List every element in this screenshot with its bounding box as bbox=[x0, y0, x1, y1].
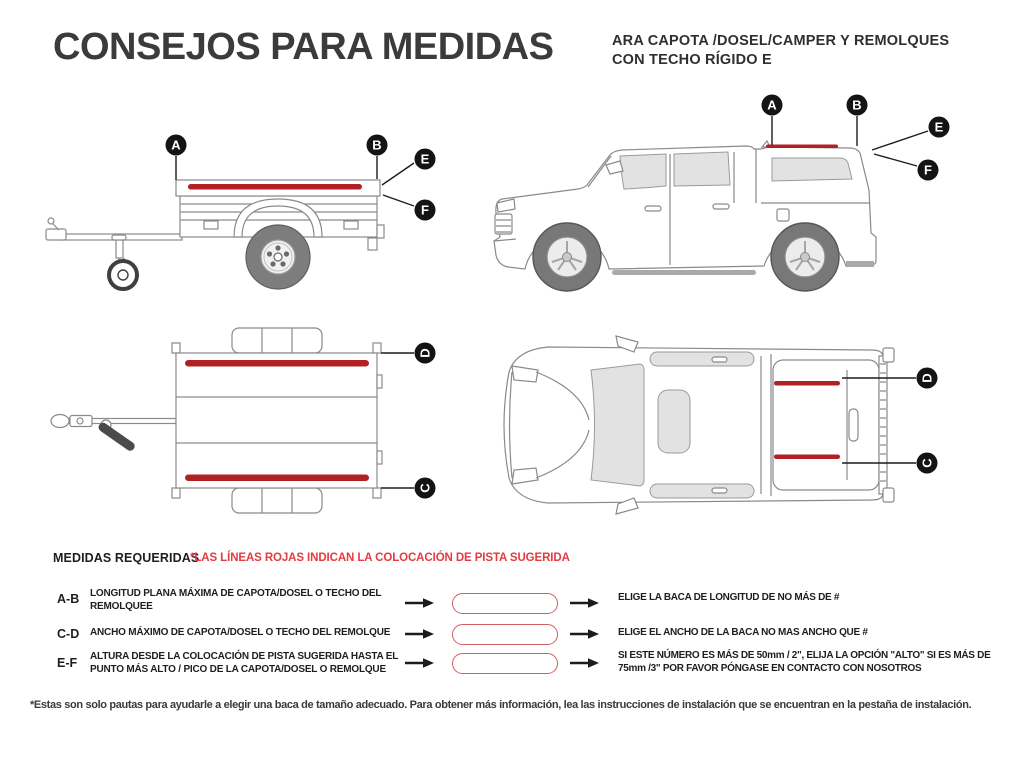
suggested-track-line bbox=[774, 455, 840, 460]
svg-text:D: D bbox=[919, 373, 935, 383]
suggested-track-line bbox=[185, 360, 369, 367]
marker-f bbox=[415, 200, 436, 221]
page-title: CONSEJOS PARA MEDIDAS bbox=[53, 26, 554, 68]
marker-d bbox=[415, 343, 436, 364]
suggested-track-line bbox=[774, 381, 840, 386]
truck-top-artwork bbox=[504, 336, 894, 514]
measure-value-box-ef bbox=[452, 653, 558, 674]
measure-desc-cd: ANCHO MÁXIMO DE CAPOTA/DOSEL O TECHO DEL REMOLQUE bbox=[90, 627, 391, 638]
trailer-side-view-diagram bbox=[20, 95, 450, 320]
trailer-top-view-diagram bbox=[40, 322, 460, 522]
measure-result-ef: SI ESTE NÚMERO ES MÁS DE 50mm / 2", ELIJA LA OPCIÓN "ALTO" SI ES MÁS DE 75mm /3" POR FAVOR PÓNGASE EN CONTACTO CON NOSOTROS bbox=[618, 650, 991, 674]
trailer-artwork bbox=[46, 180, 384, 289]
trailer-top-markers bbox=[381, 343, 436, 499]
marker-e bbox=[415, 149, 436, 170]
measure-value-box-ab bbox=[452, 593, 558, 614]
svg-text:D: D bbox=[417, 348, 433, 358]
svg-text:E: E bbox=[934, 119, 944, 135]
svg-text:A: A bbox=[767, 97, 777, 113]
suggested-track-line bbox=[766, 145, 838, 149]
truck-side-view-diagram bbox=[480, 85, 960, 320]
svg-text:F: F bbox=[924, 162, 932, 178]
marker-c bbox=[415, 478, 436, 499]
front-wheel bbox=[533, 223, 601, 291]
marker-f bbox=[918, 160, 939, 181]
rear-wheel bbox=[771, 223, 839, 291]
measures-section-title: MEDIDAS REQUERIDAS bbox=[53, 551, 200, 565]
svg-text:A: A bbox=[171, 137, 181, 153]
svg-text:F: F bbox=[421, 202, 429, 218]
measure-result-cd: ELIGE EL ANCHO DE LA BACA NO MAS ANCHO QUE # bbox=[618, 627, 868, 638]
page-subtitle bbox=[612, 32, 949, 70]
marker-a bbox=[166, 135, 187, 156]
measure-value-box-cd bbox=[452, 624, 558, 645]
marker-a bbox=[762, 95, 783, 116]
measure-desc-ab: LONGITUD PLANA MÁXIMA DE CAPOTA/DOSEL O TECHO DEL REMOLQUEE bbox=[90, 588, 382, 612]
marker-c bbox=[917, 453, 938, 474]
arrow-right-icon bbox=[570, 657, 600, 669]
subtitle-line-2: CON TECHO RÍGIDO E bbox=[612, 52, 772, 68]
truck-artwork bbox=[494, 141, 876, 291]
measure-key-ef: E-F bbox=[57, 656, 78, 670]
suggested-track-line bbox=[185, 475, 369, 482]
arrow-right-icon bbox=[570, 628, 600, 640]
svg-text:C: C bbox=[417, 483, 433, 493]
trailer-top-artwork bbox=[51, 328, 382, 513]
measure-key-ab: A-B bbox=[57, 592, 80, 606]
svg-text:C: C bbox=[919, 458, 935, 468]
svg-text:E: E bbox=[420, 151, 430, 167]
arrow-right-icon bbox=[570, 597, 600, 609]
suggested-track-line bbox=[188, 184, 362, 190]
marker-d bbox=[917, 368, 938, 389]
measure-result-ab: ELIGE LA BACA DE LONGITUD DE NO MÁS DE # bbox=[618, 592, 840, 603]
arrow-right-icon bbox=[405, 628, 435, 640]
footer-disclaimer: *Estas son solo pautas para ayudarle a elegir una baca de tamaño adecuado. Para obtener más información, lea las instrucciones de instalación que se encuentran en la pestaña de instalación. bbox=[30, 699, 972, 711]
truck-top-view-diagram bbox=[490, 330, 960, 520]
marker-e bbox=[929, 117, 950, 138]
measure-key-cd: C-D bbox=[57, 627, 80, 641]
measure-desc-ef: ALTURA DESDE LA COLOCACIÓN DE PISTA SUGERIDA HASTA EL PUNTO MÁS ALTO / PICO DE LA CAPOTA/DOSEL O REMOLQUE bbox=[90, 651, 398, 675]
marker-b bbox=[847, 95, 868, 116]
arrow-right-icon bbox=[405, 657, 435, 669]
svg-text:B: B bbox=[372, 137, 382, 153]
red-lines-note: *LAS LÍNEAS ROJAS INDICAN LA COLOCACIÓN DE PISTA SUGERIDA bbox=[190, 551, 570, 564]
svg-text:B: B bbox=[852, 97, 862, 113]
marker-b bbox=[367, 135, 388, 156]
arrow-right-icon bbox=[405, 597, 435, 609]
subtitle-line-1: ARA CAPOTA /DOSEL/CAMPER Y REMOLQUES bbox=[612, 33, 950, 49]
